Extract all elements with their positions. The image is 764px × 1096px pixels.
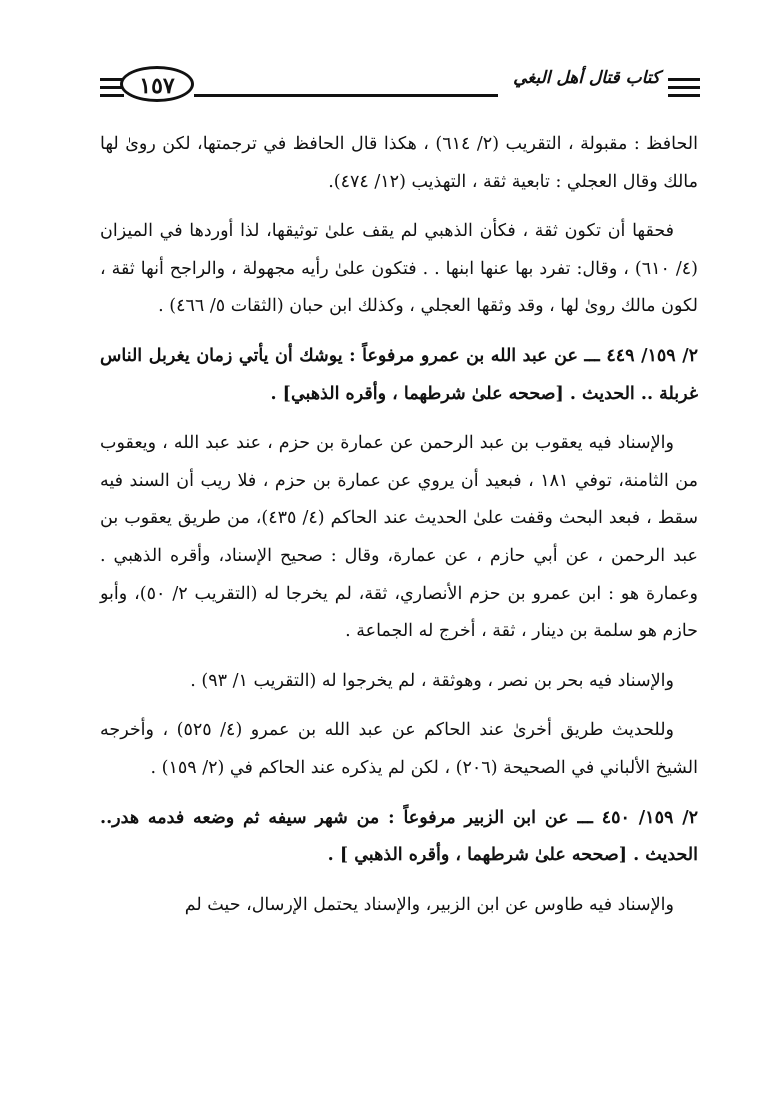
header-rule-right	[668, 94, 700, 97]
page-body	[100, 126, 698, 936]
header-rule-left	[100, 94, 124, 97]
paragraph: فحقها أن تكون ثقة ، فكأن الذهبي لم يقف علىٰ توثيقها، لذا أوردها في الميزان (٤/ ٦١٠) ، وقال: تفرد بها عنها ابنها . . فتكون علىٰ رأيه مجهولة ، والراجح أنها ثقة ، لكون مالك روىٰ لها ، وقد وثقها العجلي ، وكذلك ابن حبان (الثقات ٥/ ٤٦٦) .	[100, 221, 698, 317]
entry-number: ٢/ ١٥٩/ ٤٥٠ ـــ	[577, 807, 699, 828]
entry-text: عن عبد الله بن عمرو مرفوعاً : يوشك أن يأتي زمان يغربل الناس غربلة .. الحديث . [صححه علىٰ شرطهما ، وأقره الذهبي] .	[100, 345, 698, 404]
hadith-entry	[100, 338, 698, 413]
entry-number: ٢/ ١٥٩/ ٤٤٩ ـــ	[584, 345, 698, 366]
header-rule-right	[668, 86, 700, 89]
entry-text: عن ابن الزبير مرفوعاً : من شهر سيفه ثم وضعه فدمه هدر.. الحديث . [صححه علىٰ شرطهما ، وأقره الذهبي ] .	[100, 807, 698, 866]
paragraph: والإسناد فيه بحر بن نصر ، وهوثقة ، لم يخرجوا له (التقريب ١/ ٩٣) .	[190, 670, 674, 691]
page-number: ١٥٧	[120, 66, 194, 102]
header-rule-right	[668, 78, 700, 81]
header-rule-middle	[194, 94, 498, 97]
paragraph: والإسناد فيه طاوس عن ابن الزبير، والإسناد يحتمل الإرسال، حيث لم	[184, 894, 674, 915]
paragraph: الحافظ : مقبولة ، التقريب (٢/ ٦١٤) ، هكذا قال الحافظ في ترجمتها، لكن روىٰ لها مالك وقال العجلي : تابعية ثقة ، التهذيب (١٢/ ٤٧٤).	[100, 134, 698, 192]
page-header	[0, 0, 764, 110]
book-title: كتاب قتال أهل البغي	[513, 68, 660, 88]
paragraph: والإسناد فيه يعقوب بن عبد الرحمن عن عمارة بن حزم ، عند عبد الله ، ويعقوب من الثامنة، توفي ١٨١ ، فبعيد أن يروي عن عمارة بن حزم ، فلا ريب أن السند فيه سقط ، فبعد البحث وقفت علىٰ الحديث عند الحاكم (٤/ ٤٣٥)، من طريق يعقوب بن عبد الرحمن ، عن أبي حازم ، عن عمارة، وقال : صحيح الإسناد، وأقره الذهبي . وعمارة هو : ابن عمرو بن حزم الأنصاري، ثقة، لم يخرجا له (التقريب ٢/ ٥٠)، وأبو حازم هو سلمة بن دينار ، ثقة ، أخرج له الجماعة .	[100, 433, 699, 642]
paragraph: وللحديث طريق أخرىٰ عند الحاكم عن عبد الله بن عمرو (٤/ ٥٢٥) ، وأخرجه الشيخ الألباني في الصحيحة (٢٠٦) ، لكن لم يذكره عند الحاكم في (٢/ ١٥٩) .	[100, 720, 698, 778]
hadith-entry	[100, 800, 698, 875]
